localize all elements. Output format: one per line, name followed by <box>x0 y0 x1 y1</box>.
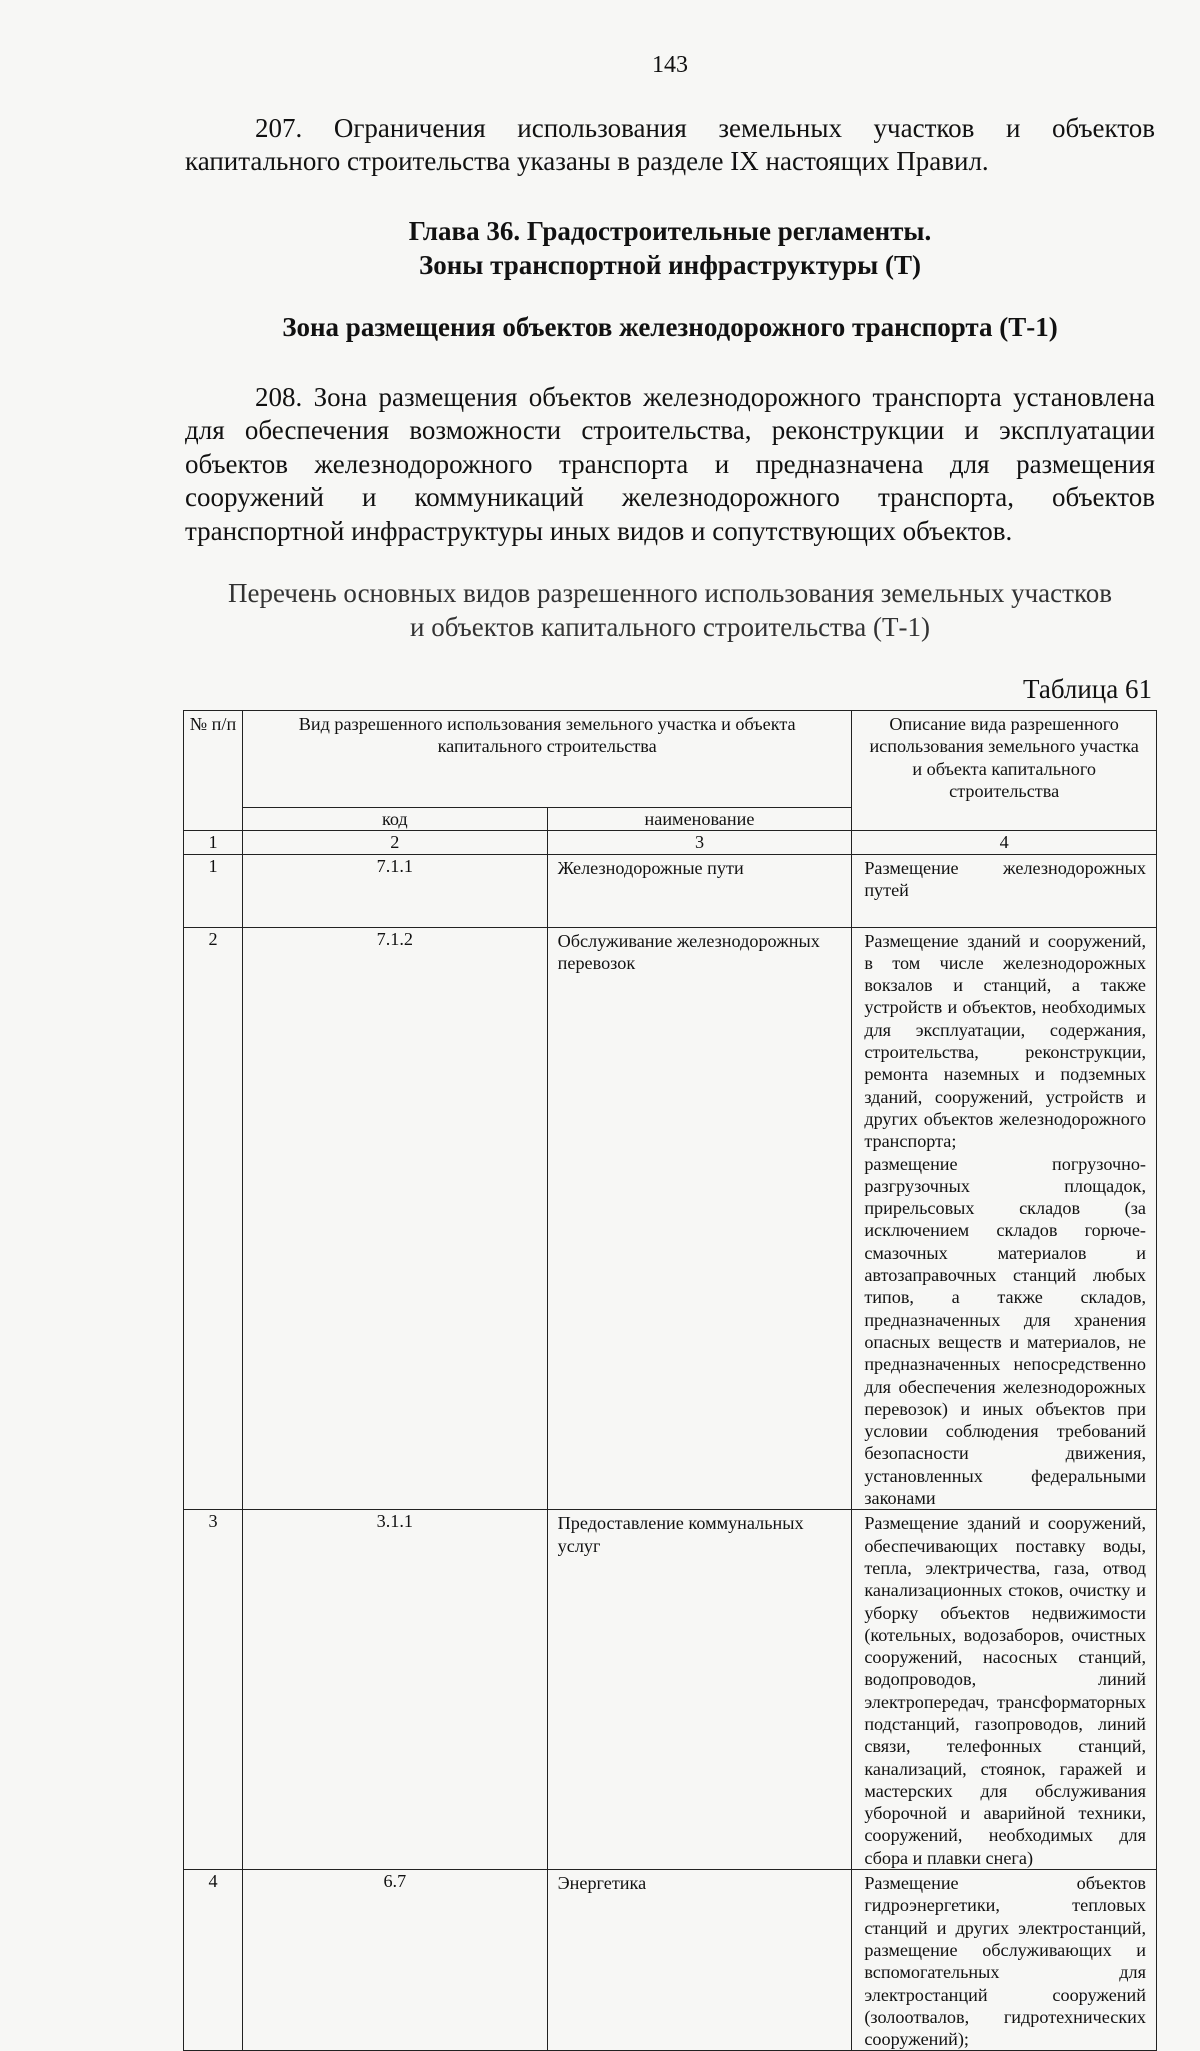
list-title-line-1: Перечень основных видов разрешенного использования земельных участков <box>228 578 1112 608</box>
row-num: 4 <box>184 1870 243 2051</box>
table-row <box>184 854 1157 927</box>
row-code: 7.1.2 <box>243 927 548 1510</box>
column-number: 3 <box>547 831 852 854</box>
row-description <box>852 854 1157 927</box>
list-title-line-2: и объектов капитального строительства (Т-1) <box>410 612 930 642</box>
table-label: Таблица 61 <box>1023 674 1152 704</box>
row-num: 2 <box>184 927 243 1510</box>
table-row <box>184 927 1157 1510</box>
description-paragraph: размещение погрузочно-разгрузочных площадок, прирельсовых складов (за исключением складов горюче-смазочных материалов и автозаправочных станций любых типов, а также складов, предназначенных для хранения опасных веществ и материалов, не предназначенных непосредственно для обеспечения железнодорожных перевозок) и иных объектов при условии соблюдения требований безопасности движения, установленных федеральными законами <box>864 1153 1146 1509</box>
row-description <box>852 927 1157 1510</box>
column-number: 1 <box>184 831 243 854</box>
header-kind: Вид разрешенного использования земельного участка и объекта капитального строительства <box>243 711 852 808</box>
header-name: наименование <box>547 808 852 831</box>
row-name: Обслуживание железнодорожных перевозок <box>547 927 852 1510</box>
row-code: 6.7 <box>243 1870 548 2051</box>
row-code: 7.1.1 <box>243 854 548 927</box>
row-num: 3 <box>184 1510 243 1870</box>
page-number: 143 <box>652 52 688 78</box>
row-name: Железнодорожные пути <box>547 854 852 927</box>
column-number: 2 <box>243 831 548 854</box>
column-numbers-row <box>184 831 1157 854</box>
chapter-title-line-1: Глава 36. Градостроительные регламенты. <box>408 216 932 246</box>
table-row <box>184 1870 1157 2051</box>
paragraph-208: 208. Зона размещения объектов железнодорожного транспорта установлена для обеспечения возможности строительства, реконструкции и эксплуатации объектов железнодорожного транспорта и предназначена для размещения сооружений и коммуникаций железнодорожного транспорта, объектов транспортной инфраструктуры иных видов и сопутствующих объектов. <box>185 382 1155 546</box>
row-code: 3.1.1 <box>243 1510 548 1870</box>
land-use-table <box>183 710 1157 2051</box>
header-description: Описание вида разрешенного использования земельного участка и объекта капитального строительства <box>852 711 1157 831</box>
row-name: Предоставление коммунальных услуг <box>547 1510 852 1870</box>
description-paragraph: Размещение зданий и сооружений, в том числе железнодорожных вокзалов и станций, а также устройств и объектов, необходимых для эксплуатации, содержания, строительства, реконструкции, ремонта наземных и подземных зданий, сооружений, устройств и других объектов железнодорожного транспорта; <box>864 930 1146 1152</box>
row-num: 1 <box>184 854 243 927</box>
zone-title: Зона размещения объектов железнодорожного транспорта (Т-1) <box>282 312 1058 342</box>
list-title <box>185 576 1155 644</box>
chapter-title <box>185 214 1155 282</box>
description-paragraph: Размещение железнодорожных путей <box>864 857 1146 900</box>
chapter-title-line-2: Зоны транспортной инфраструктуры (Т) <box>419 250 921 280</box>
table-row <box>184 1510 1157 1870</box>
column-number: 4 <box>852 831 1157 854</box>
header-code: код <box>243 808 548 831</box>
description-paragraph: Размещение зданий и сооружений, обеспечивающих поставку воды, тепла, электричества, газа, отвод канализационных стоков, очистку и уборку объектов недвижимости (котельных, водозаборов, очистных сооружений, насосных станций, водопроводов, линий электропередач, трансформаторных подстанций, газопроводов, линий связи, телефонных станций, канализаций, стоянок, гаражей и мастерских для обслуживания уборочной и аварийной техники, сооружений, необходимых для сбора и плавки снега) <box>864 1513 1146 1868</box>
description-paragraph: Размещение объектов гидроэнергетики, тепловых станций и других электростанций, размещение обслуживающих и вспомогательных для электростанций сооружений (золоотвалов, гидротехнических сооружений); <box>864 1873 1146 2050</box>
row-description <box>852 1510 1157 1870</box>
header-num: № п/п <box>184 711 243 831</box>
table-header-row <box>184 711 1157 808</box>
paragraph-207: 207. Ограничения использования земельных участков и объектов капитального строительства указаны в разделе IX настоящих Правил. <box>185 113 1155 176</box>
row-description <box>852 1870 1157 2051</box>
row-name: Энергетика <box>547 1870 852 2051</box>
